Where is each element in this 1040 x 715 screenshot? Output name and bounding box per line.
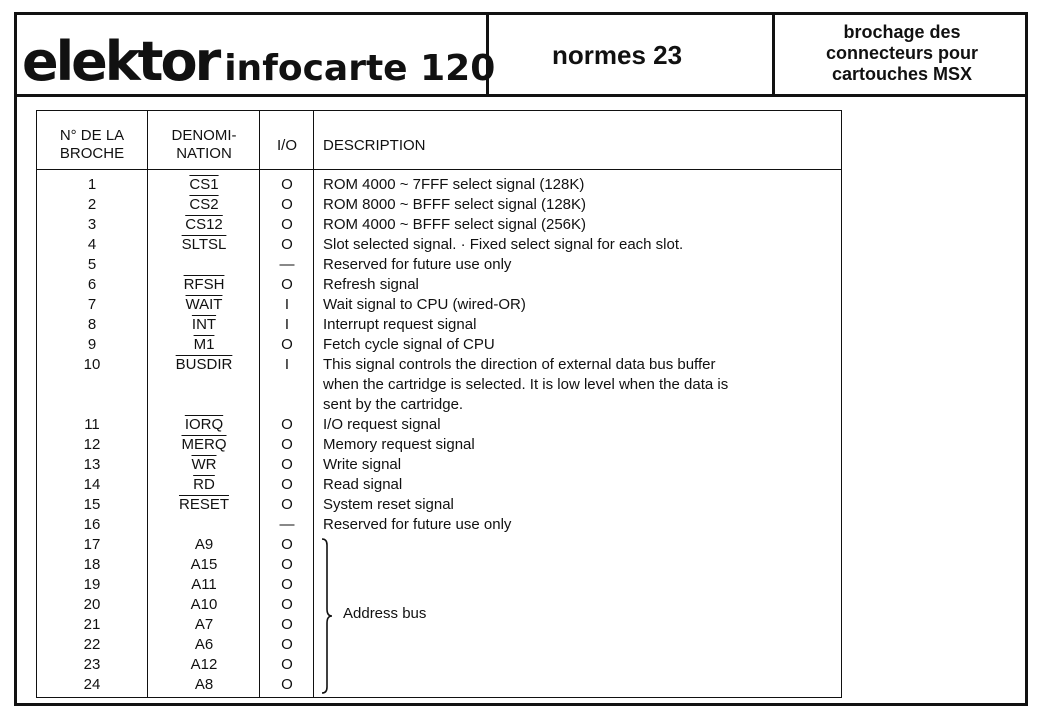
io-direction: O	[281, 636, 293, 653]
signal-name	[149, 235, 259, 255]
description	[323, 175, 833, 195]
table-row	[37, 195, 841, 215]
signal-name	[149, 295, 259, 315]
description-line: Read signal	[323, 476, 403, 493]
table-row	[37, 475, 841, 495]
pin-number: 1	[87, 176, 97, 193]
table-row	[37, 655, 841, 675]
io-direction: O	[281, 276, 293, 293]
description	[323, 235, 833, 255]
io-direction: O	[281, 536, 293, 553]
pin-number: 22	[83, 636, 101, 653]
description	[323, 415, 833, 435]
description-line: I/O request signal	[323, 416, 441, 433]
signal-name	[149, 215, 259, 235]
table-row	[37, 315, 841, 335]
description-line: sent by the cartridge.	[323, 396, 464, 413]
signal-name-text: $\overline{RD}$	[193, 476, 215, 493]
description-line: Slot selected signal. · Fixed select signal for each slot.	[323, 236, 684, 253]
table-row	[37, 535, 841, 555]
subject-line: brochage des	[843, 22, 961, 42]
io-direction: O	[281, 216, 293, 233]
signal-name	[149, 455, 259, 475]
brand-logo: elektor	[22, 30, 219, 93]
header-rule	[37, 169, 841, 170]
header-separator-2	[772, 12, 775, 96]
pin-number: 5	[87, 256, 97, 273]
pin-number: 13	[83, 456, 101, 473]
pin-number: 20	[83, 596, 101, 613]
description-line: ROM 4000 ~ 7FFF select signal (128K)	[323, 176, 585, 193]
header-pin	[37, 127, 147, 163]
io-direction: O	[281, 236, 293, 253]
signal-name	[149, 635, 259, 655]
norms-number: normes 23	[552, 40, 683, 70]
io-direction: I	[284, 316, 290, 333]
signal-name-text: IORQ	[184, 416, 224, 433]
pin-number: 23	[83, 656, 101, 673]
pin-number: 7	[87, 296, 97, 313]
description-line: Wait signal to CPU (wired-OR)	[323, 296, 526, 313]
header-description: DESCRIPTION	[323, 137, 426, 154]
io-direction: O	[281, 196, 293, 213]
table-row	[37, 215, 841, 235]
description	[323, 455, 833, 475]
pin-number: 2	[87, 196, 97, 213]
signal-name-text: CS12	[185, 216, 223, 233]
table-row	[37, 235, 841, 255]
signal-name	[149, 595, 259, 615]
pin-number: 14	[83, 476, 101, 493]
signal-name-text: SLTSL	[181, 236, 227, 253]
table-row	[37, 255, 841, 275]
header-divider	[14, 94, 1028, 97]
table-row	[37, 555, 841, 575]
description-line: Reserved for future use only	[323, 516, 512, 533]
io-direction: O	[281, 596, 293, 613]
signal-name-text: $\overline{WR}$	[191, 456, 217, 473]
signal-name-text: A6	[194, 636, 214, 653]
header-logo	[22, 30, 495, 93]
pin-number: 19	[83, 576, 101, 593]
signal-name-text: A10	[190, 596, 218, 613]
header-name-line: DENOMI-	[171, 127, 237, 144]
signal-name	[149, 535, 259, 555]
description	[323, 435, 833, 455]
signal-name-text: CS2	[189, 196, 219, 213]
signal-name	[149, 575, 259, 595]
table-row	[37, 615, 841, 635]
address-bus-label: Address bus	[343, 605, 427, 622]
pin-number: 9	[87, 336, 97, 353]
header-pin-line: BROCHE	[59, 145, 125, 162]
pin-number: 17	[83, 536, 101, 553]
description	[323, 355, 833, 415]
pin-number: 21	[83, 616, 101, 633]
pin-number: 11	[84, 416, 100, 433]
table-row	[37, 435, 841, 455]
description-line: Fetch cycle signal of CPU	[323, 336, 495, 353]
table-row	[37, 335, 841, 355]
signal-name-text: A12	[190, 656, 218, 673]
description	[323, 275, 833, 295]
pin-number: 8	[87, 316, 97, 333]
table-row	[37, 355, 841, 415]
description	[323, 295, 833, 315]
pin-number: 4	[87, 236, 97, 253]
description-line: System reset signal	[323, 496, 454, 513]
io-direction: I	[284, 356, 290, 373]
signal-name	[149, 675, 259, 695]
signal-name	[149, 415, 259, 435]
signal-name-text: A9	[194, 536, 214, 553]
signal-name	[149, 475, 259, 495]
table-row	[37, 415, 841, 435]
signal-name-text: RESET	[178, 496, 229, 513]
table-row	[37, 595, 841, 615]
description	[323, 515, 833, 535]
header-name	[149, 127, 259, 163]
signal-name-text: $\overline{INT}$	[191, 316, 217, 333]
signal-name	[149, 195, 259, 215]
io-direction: O	[281, 496, 293, 513]
description-line: Reserved for future use only	[323, 256, 512, 273]
subject-line: cartouches MSX	[831, 64, 973, 84]
header-name-line: NATION	[176, 145, 232, 162]
signal-name	[149, 615, 259, 635]
table-row	[37, 295, 841, 315]
description	[323, 475, 833, 495]
description-line: ROM 4000 ~ BFFF select signal (256K)	[323, 216, 587, 233]
signal-name-text: M1	[193, 336, 215, 353]
io-direction: —	[279, 256, 295, 273]
io-direction: I	[284, 296, 290, 313]
signal-name	[149, 355, 259, 375]
pin-number: 18	[83, 556, 101, 573]
pin-number: 15	[83, 496, 101, 513]
description	[323, 215, 833, 235]
signal-name	[149, 315, 259, 335]
pin-number: 16	[83, 516, 101, 533]
signal-name-text: A7	[194, 616, 214, 633]
description	[323, 315, 833, 335]
signal-name	[149, 175, 259, 195]
signal-name-text: RFSH	[183, 276, 225, 293]
signal-name	[149, 335, 259, 355]
io-direction: O	[281, 676, 293, 693]
pin-number: 6	[87, 276, 97, 293]
io-direction: O	[281, 556, 293, 573]
table-row	[37, 495, 841, 515]
signal-name-text: CS1	[189, 176, 219, 193]
io-direction: O	[281, 476, 293, 493]
description-line: Interrupt request signal	[323, 316, 477, 333]
description-line: Refresh signal	[323, 276, 419, 293]
table-row	[37, 275, 841, 295]
header-pin-line: N° DE LA	[59, 127, 125, 144]
io-direction: O	[281, 656, 293, 673]
description-line: Memory request signal	[323, 436, 475, 453]
description-line: Write signal	[323, 456, 402, 473]
table-row	[37, 575, 841, 595]
pin-number: 12	[83, 436, 101, 453]
signal-name	[149, 655, 259, 675]
description	[323, 495, 833, 515]
pin-number: 3	[87, 216, 97, 233]
signal-name	[149, 495, 259, 515]
signal-name-text: A8	[194, 676, 214, 693]
signal-name-text: WAIT	[185, 296, 223, 313]
description	[323, 335, 833, 355]
signal-name-text: MERQ	[181, 436, 227, 453]
table-row	[37, 455, 841, 475]
table-row	[37, 515, 841, 535]
signal-name	[149, 275, 259, 295]
pinout-table	[36, 110, 842, 698]
signal-name-text: BUSDIR	[175, 356, 233, 373]
description-line: This signal controls the direction of external data bus buffer	[323, 356, 716, 373]
pin-number: 10	[83, 356, 101, 373]
io-direction: O	[281, 616, 293, 633]
description	[323, 255, 833, 275]
header-io: I/O	[276, 137, 297, 154]
io-direction: O	[281, 576, 293, 593]
signal-name	[149, 435, 259, 455]
signal-name	[149, 555, 259, 575]
description-line: ROM 8000 ~ BFFF select signal (128K)	[323, 196, 587, 213]
io-direction: O	[281, 176, 293, 193]
table-row	[37, 675, 841, 695]
description-line: when the cartridge is selected. It is low level when the data is	[323, 376, 729, 393]
io-direction: O	[281, 456, 293, 473]
io-direction: O	[281, 436, 293, 453]
description	[323, 195, 833, 215]
pin-number: 24	[83, 676, 101, 693]
signal-name-text: A15	[190, 556, 218, 573]
subject-line: connecteurs pour	[825, 43, 979, 63]
card-title: infocarte 120	[224, 48, 496, 89]
signal-name-text: A11	[191, 576, 217, 593]
table-row	[37, 175, 841, 195]
io-direction: O	[281, 336, 293, 353]
io-direction: O	[281, 416, 293, 433]
io-direction: —	[279, 516, 295, 533]
table-row	[37, 635, 841, 655]
subject-title	[780, 22, 1024, 85]
